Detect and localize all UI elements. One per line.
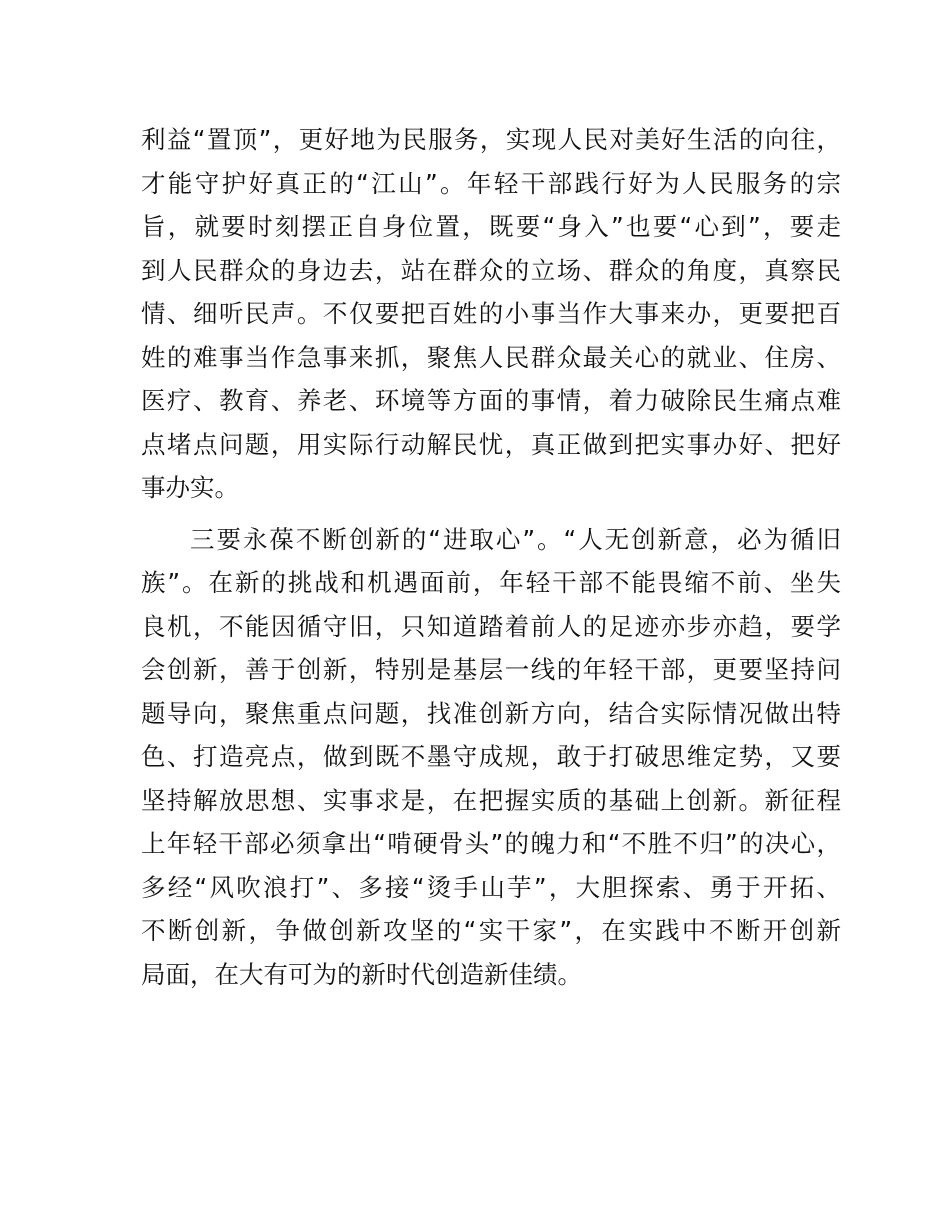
paragraph-2 bbox=[141, 518, 841, 997]
paragraph-line: 坚持解放思想、实事求是，在把握实质的基础上创新。新征程 bbox=[141, 785, 841, 815]
paragraph-line: 事办实。 bbox=[141, 473, 239, 502]
paragraph-line: 情、细听民声。不仅要把百姓的小事当作大事来办，更要把百 bbox=[141, 299, 841, 328]
paragraph-line: 到人民群众的身边去，站在群众的立场、群众的角度，真察民 bbox=[141, 255, 841, 285]
document-body bbox=[141, 118, 841, 996]
paragraph-line: 局面，在大有可为的新时代创造新佳绩。 bbox=[141, 959, 582, 989]
paragraph-line: 多经“风吹浪打”、多接“烫手山芋”，大胆探索、勇于开拓、 bbox=[141, 872, 841, 902]
paragraph-line: 点堵点问题，用实际行动解民忧，真正做到把实事办好、把好 bbox=[141, 429, 841, 459]
paragraph-line: 会创新，善于创新，特别是基层一线的年轻干部，更要坚持问 bbox=[141, 655, 841, 684]
paragraph-line: 旨，就要时刻摆正自身位置，既要“身入”也要“心到”，要走 bbox=[141, 212, 841, 241]
paragraph-line: 良机，不能因循守旧，只知道踏着前人的足迹亦步亦趋，要学 bbox=[141, 611, 841, 641]
paragraph-line: 族”。在新的挑战和机遇面前，年轻干部不能畏缩不前、坐失 bbox=[141, 568, 841, 597]
paragraph-line: 色、打造亮点，做到既不墨守成规，敢于打破思维定势，又要 bbox=[141, 742, 841, 771]
paragraph-line: 医疗、教育、养老、环境等方面的事情，着力破除民生痛点难 bbox=[141, 386, 841, 415]
paragraph-line: 利益“置顶”，更好地为民服务，实现人民对美好生活的向往， bbox=[141, 125, 841, 154]
paragraph-line: 三要永葆不断创新的“进取心”。“人无创新意，必为循旧 bbox=[190, 524, 841, 554]
paragraph-line: 不断创新，争做创新攻坚的“实干家”，在实践中不断开创新 bbox=[141, 916, 841, 945]
paragraph-line: 题导向，聚焦重点问题，找准创新方向，结合实际情况做出特 bbox=[141, 698, 841, 728]
paragraph-1 bbox=[141, 118, 841, 510]
paragraph-line: 才能守护好真正的“江山”。年轻干部践行好为人民服务的宗 bbox=[141, 168, 841, 198]
paragraph-line: 姓的难事当作急事来抓，聚焦人民群众最关心的就业、住房、 bbox=[141, 342, 841, 372]
paragraph-line: 上年轻干部必须拿出“啃硬骨头”的魄力和“不胜不归”的决心， bbox=[141, 829, 841, 858]
